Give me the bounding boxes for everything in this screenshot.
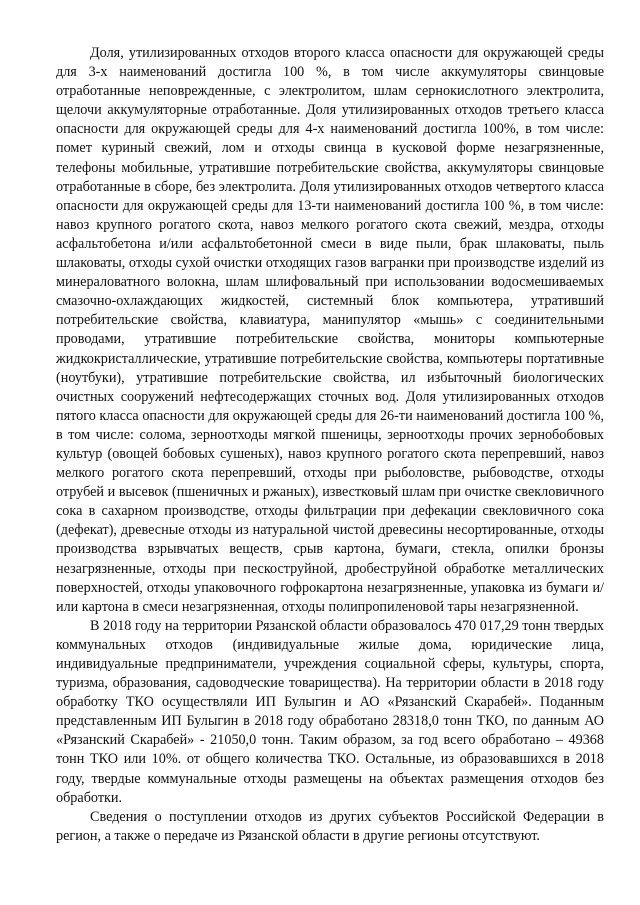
document-page	[56, 44, 604, 846]
paragraph-municipal-waste-2018: В 2018 году на территории Рязанской области образовалось 470 017,29 тонн твердых коммунальных отходов (индивидуальные жилые дома, юридические лица, индивидуальные предприниматели, учреждения социальной сферы, культуры, спорта, туризма, образования, садоводческие товарищества). На территории области в 2018 году обработку ТКО осуществляли ИП Булыгин и АО «Рязанский Скарабей». Поданным представленным ИП Булыгин в 2018 году обработано 28318,0 тонн ТКО, по данным АО «Рязанский Скарабей» - 21050,0 тонн. Таким образом, за год всего обработано – 49368 тонн ТКО или 10%. от общего количества ТКО. Остальные, из образовавшихся в 2018 году, твердые коммунальные отходы размещены на объектах размещения отходов без обработки.	[56, 617, 604, 806]
paragraph-interregional-transfer: Сведения о поступлении отходов из других субъектов Российской Федерации в регион, а также о передаче из Рязанской области в другие регионы отсутствуют.	[56, 808, 604, 844]
paragraph-waste-utilization-share: Доля, утилизированных отходов второго класса опасности для окружающей среды для 3-х наименований достигла 100 %, в том числе аккумуляторы свинцовые отработанные неповрежденные, с электролитом, шлам сернокислотного электролита, щелочи аккумуляторные отработанные. Доля утилизированных отходов третьего класса опасности для окружающей среды для 4-х наименований достигла 100%, в том числе: помет куриный свежий, лом и отходы свинца в кусковой форме незагрязненные, телефоны мобильные, утратившие потребительские свойства, аккумуляторы свинцовые отработанные в сборе, без электролита. Доля утилизированных отходов четвертого класса опасности для окружающей среды для 13-ти наименований достигла 100 %, в том числе: навоз крупного рогатого скота, навоз мелкого рогатого скота свежий, мездра, отходы асфальтобетона и/или асфальтобетонной смеси в виде пыли, брак шлаковаты, пыль шлаковаты, отходы сухой очистки отходящих газов вагранки при производстве изделий из минераловатного волокна, шлам шлифовальный при использовании водосмешиваемых смазочно-охлаждающих жидкостей, системный блок компьютера, утративший потребительские свойства, клавиатура, манипулятор «мышь» с соединительными проводами, утратившие потребительские свойства, мониторы компьютерные жидкокристаллические, утратившие потребительские свойства, компьютеры портативные (ноутбуки), утратившие потребительские свойства, ил избыточный биологических очистных сооружений нефтесодержащих сточных вод. Доля утилизированных отходов пятого класса опасности для окружающей среды для 26-ти наименований достигла 100 %, в том числе: солома, зерноотходы мягкой пшеницы, зерноотходы прочих зернобобовых культур (овощей бобовых сушеных), навоз крупного рогатого скота перепревший, навоз мелкого рогатого скота перепревший, отходы при рыболовстве, рыбоводстве, отходы отрубей и высевок (пшеничных и ржаных), известковый шлам при очистке свекловичного сока в сахарном производстве, отходы фильтрации при дефекации свекловичного сока (дефекат), древесные отходы из натуральной чистой древесины несортированные, отходы производства взрывчатых веществ, срыв картона, бумаги, стекла, опилки бронзы незагрязненные, отходы при пескоструйной, дробеструйной обработке металлических поверхностей, отходы упаковочного гофрокартона незагрязненные, упаковка из бумаги и/или картона в смеси незагрязненная, отходы полипропиленовой тары незагрязненной.	[56, 45, 604, 615]
